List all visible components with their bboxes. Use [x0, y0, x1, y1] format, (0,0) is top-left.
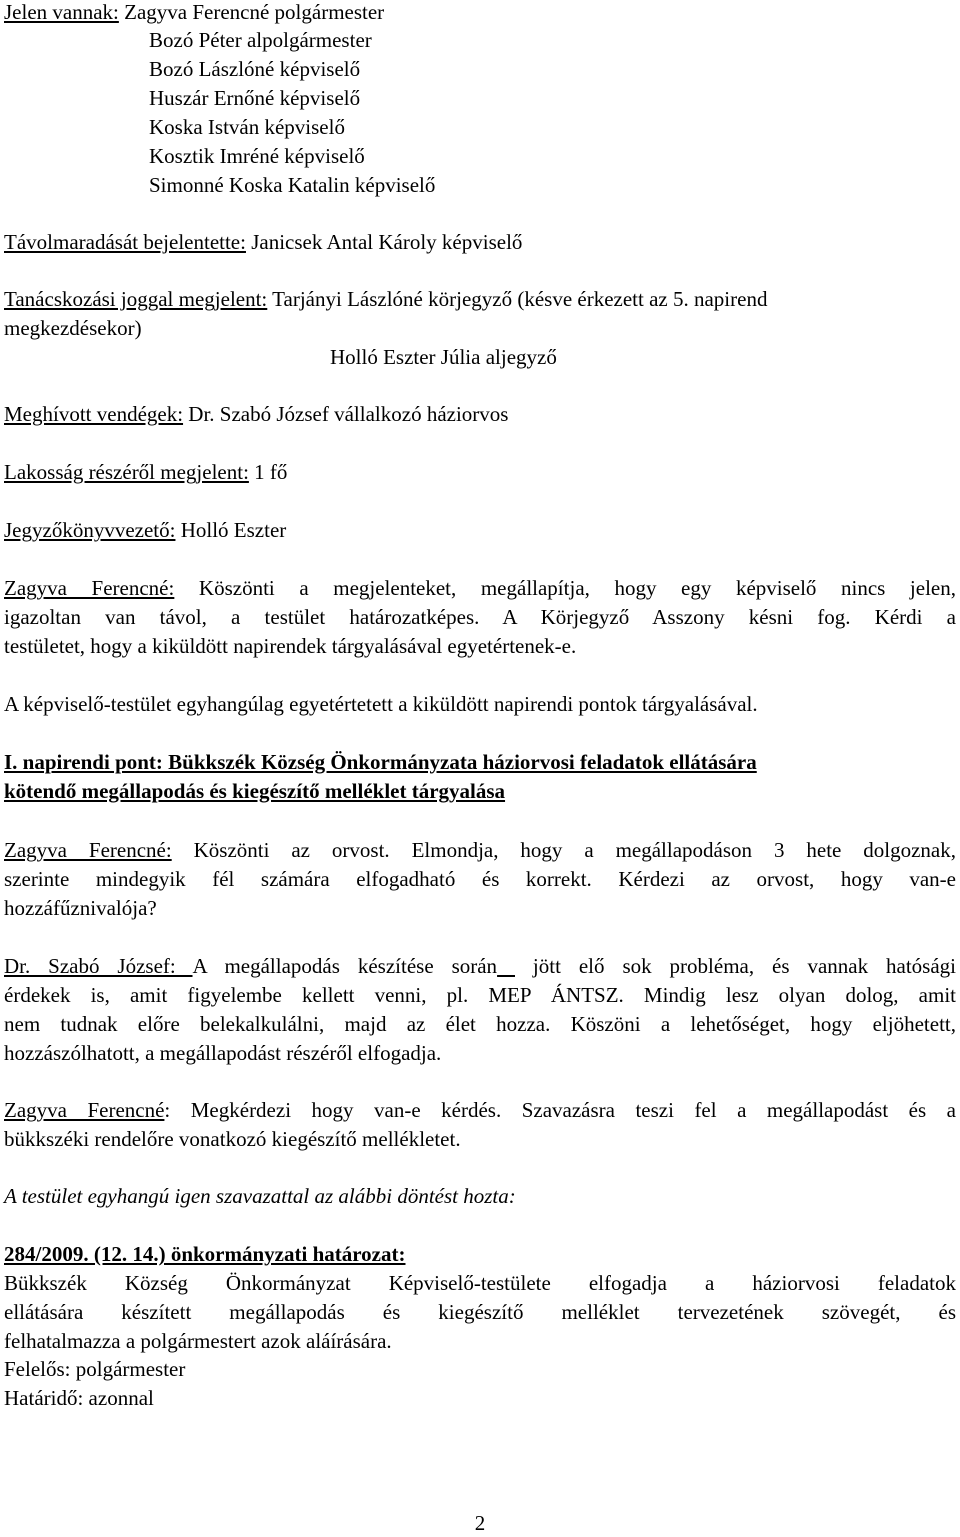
advisory-value-2: Holló Eszter Júlia aljegyző: [330, 345, 557, 369]
paragraph-text: hozzászólhatott, a megállapodást részéről elfogadja.: [4, 1041, 442, 1065]
present-label: Jelen vannak:: [4, 0, 119, 24]
paragraph-text: jött elő sok probléma, és vannak hatósági: [515, 954, 957, 978]
present-member: Zagyva Ferencné polgármester: [124, 0, 385, 24]
speaker-name: Dr. Szabó József:: [4, 954, 193, 978]
recorder-row: [4, 517, 286, 543]
paragraph-vote-call: [4, 1096, 956, 1154]
paragraph-text: igazoltan van távol, a testület határozatképes. A Körjegyző Asszony késni fog. Kérdi a: [4, 605, 956, 629]
speaker-name: Zagyva Ferencné: [4, 1098, 165, 1122]
resolution-text: Bükkszék Község Önkormányzat Képviselő-testülete elfogadja a háziorvosi feladatok: [4, 1271, 956, 1295]
public-value: 1 fő: [248, 460, 288, 484]
agenda-item-title: [4, 748, 956, 806]
advisory-label: Tanácskozási joggal megjelent:: [4, 287, 268, 311]
paragraph-welcome: [4, 574, 956, 661]
absent-value: Janicsek Antal Károly képviselő: [245, 230, 523, 254]
resolution-text: ellátására készített megállapodás és kiegészítő melléklet tervezetének szövegét, és: [4, 1300, 956, 1324]
decision-intro: A testület egyhangú igen szavazattal az alábbi döntést hozta:: [4, 1184, 516, 1208]
present-member: Huszár Ernőné képviselő: [149, 86, 361, 110]
page-number: 2: [474, 1511, 486, 1535]
absent-label: Távolmaradását bejelentette:: [4, 230, 246, 254]
agenda-line: kötendő megállapodás és kiegészítő melléklet tárgyalása: [4, 779, 506, 803]
advisory-row: [4, 286, 767, 312]
public-label: Lakosság részéről megjelent:: [4, 460, 249, 484]
present-member: Kosztik Imréné képviselő: [149, 144, 365, 168]
paragraph-text: szerinte mindegyik fél számára elfogadható és korrekt. Kérdezi az orvost, hogy van-e: [4, 867, 956, 891]
present-row: [4, 0, 384, 25]
paragraph-text: nem tudnak előre belekalkulálni, majd az élet hozza. Köszöni a lehetőséget, hogy eljöhetett,: [4, 1012, 956, 1036]
agenda-line: I. napirendi pont: Bükkszék Község Önkormányzata háziorvosi feladatok ellátására: [4, 750, 757, 774]
advisory-value: Tarjányi Lászlóné körjegyző (késve érkezett az 5. napirend: [267, 287, 768, 311]
public-row: [4, 459, 287, 485]
paragraph-greeting-doctor: [4, 836, 956, 923]
resolution-deadline: Határidő: azonnal: [4, 1386, 154, 1410]
absent-row: [4, 229, 522, 255]
resolution-title: 284/2009. (12. 14.) önkormányzati határozat:: [4, 1242, 406, 1266]
guests-value: Dr. Szabó József vállalkozó háziorvos: [183, 402, 509, 426]
paragraph-text: A megállapodás készítése során: [192, 954, 498, 978]
present-member: Bozó Péter alpolgármester: [149, 28, 372, 52]
underlined-space: [497, 954, 515, 978]
speaker-name: Zagyva Ferencné:: [4, 576, 175, 600]
guests-row: [4, 401, 508, 427]
present-member: Simonné Koska Katalin képviselő: [149, 173, 436, 197]
paragraph-text: bükkszéki rendelőre vonatkozó kiegészítő mellékletet.: [4, 1127, 461, 1151]
paragraph-agenda-approval: A képviselő-testület egyhangúlag egyetértetett a kiküldött napirendi pontok tárgyalásával.: [4, 692, 758, 716]
recorder-label: Jegyzőkönyvvezető:: [4, 518, 176, 542]
paragraph-text: testületet, hogy a kiküldött napirendek tárgyalásával egyetértenek-e.: [4, 634, 577, 658]
paragraph-text: érdekek is, amit figyelembe kellett venni, pl. MEP ÁNTSZ. Mindig lesz olyan dolog, amit: [4, 983, 956, 1007]
present-member: Koska István képviselő: [149, 115, 345, 139]
present-member: Bozó Lászlóné képviselő: [149, 57, 361, 81]
paragraph-text: hozzáfűznivalója?: [4, 896, 157, 920]
recorder-value: Holló Eszter: [175, 518, 287, 542]
guests-label: Meghívott vendégek:: [4, 402, 184, 426]
resolution-body: [4, 1269, 956, 1356]
paragraph-text: : Megkérdezi hogy van-e kérdés. Szavazásra teszi fel a megállapodást és a: [164, 1098, 956, 1122]
advisory-value-cont: megkezdésekor): [4, 316, 142, 340]
paragraph-doctor-response: [4, 952, 956, 1068]
paragraph-text: Köszönti a megjelenteket, megállapítja, hogy egy képviselő nincs jelen,: [174, 576, 956, 600]
paragraph-text: Köszönti az orvost. Elmondja, hogy a megállapodáson 3 hete dolgoznak,: [171, 838, 956, 862]
speaker-name: Zagyva Ferencné:: [4, 838, 172, 862]
resolution-responsible: Felelős: polgármester: [4, 1357, 186, 1381]
resolution-text: felhatalmazza a polgármestert azok aláírására.: [4, 1329, 392, 1353]
